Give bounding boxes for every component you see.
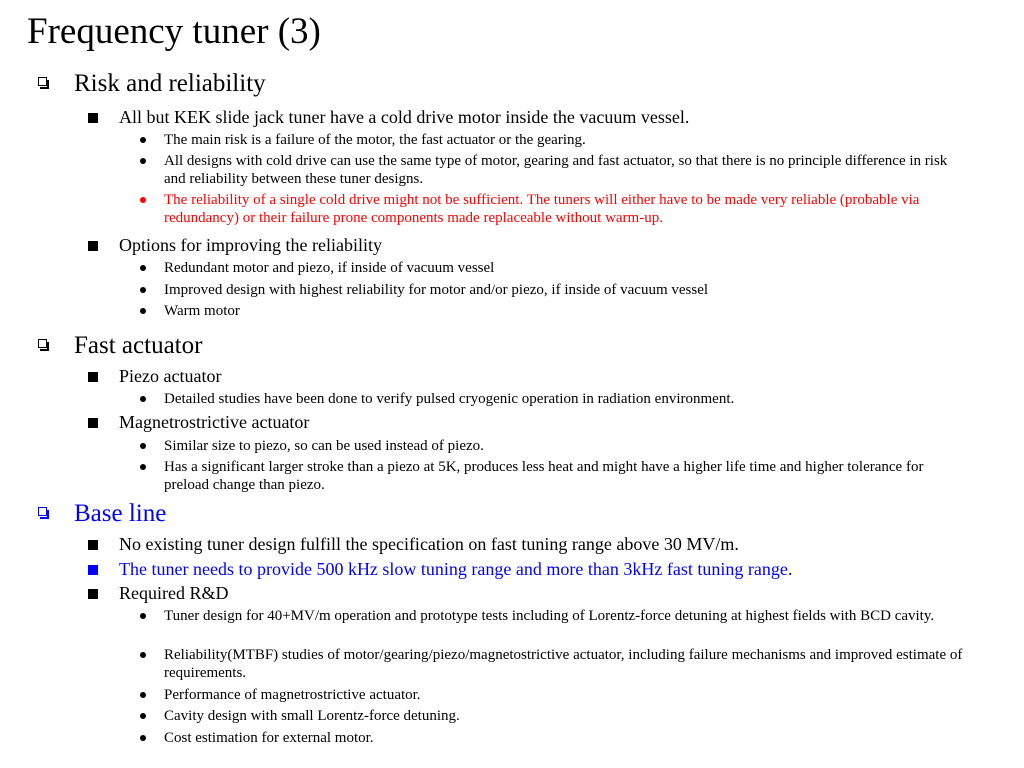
checkbox-bullet-icon bbox=[38, 507, 50, 519]
square-bullet-icon bbox=[88, 113, 98, 123]
slide-title: Frequency tuner (3) bbox=[27, 11, 321, 52]
square-bullet-icon bbox=[88, 241, 98, 251]
square-bullet-icon bbox=[88, 565, 98, 575]
dot-bullet-icon bbox=[140, 137, 146, 143]
dot-bullet-icon bbox=[140, 692, 146, 698]
checkbox-bullet-icon bbox=[38, 339, 50, 351]
dot-bullet-icon bbox=[140, 464, 146, 470]
dot-bullet-icon bbox=[140, 265, 146, 271]
square-bullet-icon bbox=[88, 372, 98, 382]
slide: Frequency tuner (3) Risk and reliability All but KEK slide jack tuner have a cold drive motor inside the vacuum vessel. The main risk is a failure of the motor, the fast actuator or the gearing. All designs with cold drive can use the same type of motor, gearing and fast actuator, so that there is no principle difference in risk and reliability between these tuner designs. The reliability of a single cold drive might not be sufficient. The tuners will either have to be made very reliable (probable via redundancy) or their failure prone components made replaceable without warm-up. Options for improving the reliability Redundant motor and piezo, if inside of vacuum vessel Improved design with highest reliability for motor and/or piezo, if inside of vacuum vessel Warm motor Fast actuator Piezo actuator Detailed studies have been done to verify pulsed cryogenic operation in radiation environment. Magnetrostrictive actuator Similar size to piezo, so can be used instead of piezo. Has a significant larger stroke than a piezo at 5K, produces less heat and might have a higher life time and higher tolerance for preload change than piezo. Base line No existing tuner design fulfill the specification on fast tuning range above 30 MV/m. The tuner needs to provide 500 kHz slow tuning range and more than 3kHz fast tuning range. Required R&D Tuner design for 40+MV/m operation and prototype tests including of Lorentz-force detuning at highest fields with BCD cavity. Reliability(MTBF) studies of motor/gearing/piezo/magnetostrictive actuator, including failure mechanisms and improved estimate of requirements. Performance of magnetrostrictive actuator. Cavity design with small Lorentz-force detuning. Cost estimation for external motor. bbox=[27, 11, 963, 746]
dot-bullet-icon bbox=[140, 197, 146, 203]
dot-bullet-icon bbox=[140, 735, 146, 741]
dot-bullet-icon bbox=[140, 652, 146, 658]
dot-bullet-icon bbox=[140, 713, 146, 719]
dot-bullet-icon bbox=[140, 308, 146, 314]
square-bullet-icon bbox=[88, 589, 98, 599]
square-bullet-icon bbox=[88, 540, 98, 550]
dot-bullet-icon bbox=[140, 396, 146, 402]
dot-bullet-icon bbox=[140, 158, 146, 164]
square-bullet-icon bbox=[88, 418, 98, 428]
dot-bullet-icon bbox=[140, 613, 146, 619]
checkbox-bullet-icon bbox=[38, 77, 50, 89]
dot-bullet-icon bbox=[140, 443, 146, 449]
dot-bullet-icon bbox=[140, 287, 146, 293]
